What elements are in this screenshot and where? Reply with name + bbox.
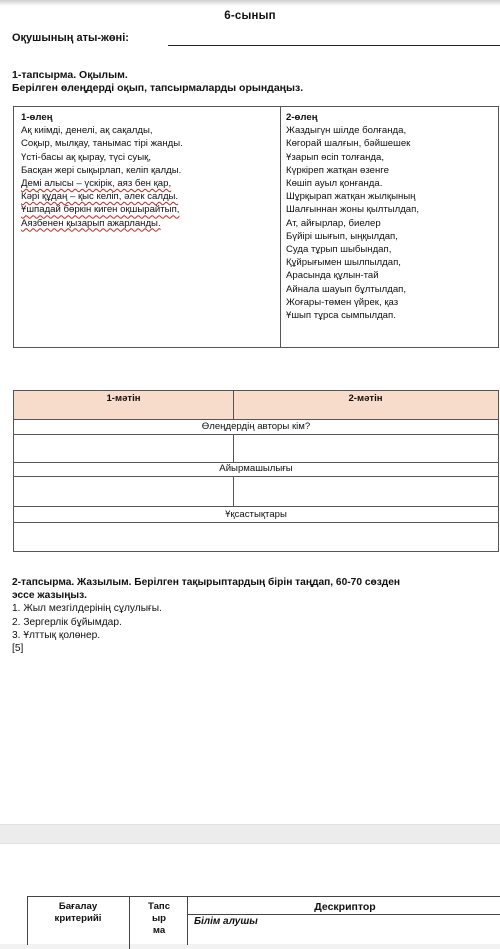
poem-line: Ұшып тұрса сымпылдап. xyxy=(286,310,396,322)
task2-title: 2-тапсырма. Жазылым. Берілген тақырыптардың бірін таңдап, 60-70 сөзден xyxy=(12,577,401,588)
answer-divider xyxy=(233,434,234,462)
poem-line: Ұзарып өсіп толғанда, xyxy=(286,151,385,163)
task-header xyxy=(129,897,188,949)
poem-line: Арасында құлын-тай xyxy=(286,270,379,282)
poem-line-underlined: Демі алысы – үскірік, аяз бен қар, xyxy=(21,178,172,190)
poem-line: Көгорай шалғын, бәйшешек xyxy=(286,138,411,150)
task-header-line: ма xyxy=(152,925,166,936)
poem-line: Соқыр, мылқау, танымас тірі жанды. xyxy=(21,138,183,150)
task1-title: 1-тапсырма. Оқылым. xyxy=(12,69,128,81)
poems-column-divider xyxy=(280,107,281,347)
poem-line: Жаздыгүн шілде болғанда, xyxy=(286,125,407,137)
poem-line: Айнала шауып бұлтылдап, xyxy=(286,283,407,295)
task2-topic: 2. Зергерлік бұйымдар. xyxy=(12,616,122,628)
poem-line: Шұрқырап жатқан жылқының xyxy=(286,191,416,203)
poems-table xyxy=(13,106,499,348)
task2-topic: 1. Жыл мезгілдерінің сұлулығы. xyxy=(12,603,162,615)
poem-line: Басқан жері сықырлап, келіп қалды. xyxy=(21,164,182,176)
header-text-2: 2-мәтін xyxy=(348,393,383,404)
poem-1 xyxy=(21,111,277,230)
poem-line-underlined: Кәрі құдаң – қыс келіп, әлек салды. xyxy=(21,191,179,203)
page-break-band xyxy=(0,824,500,844)
poem-2 xyxy=(286,111,494,322)
comparison-table xyxy=(13,390,499,552)
row-rule xyxy=(14,434,498,435)
task-header-line: ыр xyxy=(151,913,167,924)
header-text-1: 1-мәтін xyxy=(106,393,141,404)
row-similarities: Ұқсастықтары xyxy=(225,509,287,520)
header-divider xyxy=(233,391,234,419)
criteria-header-line: Бағалау xyxy=(58,901,98,912)
answer-divider xyxy=(233,476,234,506)
poem-line: Көшіп ауыл қонғанда. xyxy=(286,178,383,190)
task2-topic: 3. Ұлттық қолөнер. xyxy=(12,629,101,641)
poem-line: Құйрығымен шылпылдап, xyxy=(286,257,401,269)
task1-instruction: Берілген өлеңдерді оқып, тапсырмаларды орындаңыз. xyxy=(12,82,304,94)
row-rule xyxy=(14,476,498,477)
poem-line-underlined: Ұшпадай бөркін киген оқшырайтып, xyxy=(21,204,180,216)
student-name-label: Оқушының аты-жөні: xyxy=(12,32,129,44)
poem-line: Ақ киімді, денелі, ақ сақалды, xyxy=(21,125,153,137)
assessment-table xyxy=(27,896,500,945)
student-name-row xyxy=(12,32,500,52)
poem-line: Шалғыннан жоны қылтылдап, xyxy=(286,204,420,216)
row-rule xyxy=(14,522,498,523)
row-author-question: Өлеңдердің авторы кім? xyxy=(201,421,311,432)
poem-2-title: 2-өлең xyxy=(286,112,318,123)
poem-line: Күркіреп жатқан өзенге xyxy=(286,164,389,176)
student-name-field[interactable] xyxy=(168,45,500,46)
descriptor-title: Дескриптор xyxy=(314,901,376,913)
descriptor-header xyxy=(187,897,500,945)
criteria-header-line: критерийі xyxy=(54,913,102,924)
descriptor-rule xyxy=(188,914,500,915)
comparison-table-header xyxy=(14,391,498,420)
poem-line: Үсті-басы ақ қырау, түсі суық, xyxy=(21,151,151,163)
row-differences: Айырмашылығы xyxy=(219,463,293,474)
grade-heading: 6-сынып xyxy=(224,10,276,22)
poem-line: Суда тұрып шыбындап, xyxy=(286,244,392,256)
task2-section xyxy=(12,576,500,655)
task-header-line: Тапс xyxy=(147,901,171,912)
row-rule xyxy=(14,506,498,507)
cropped-top-edge xyxy=(0,0,500,6)
task2-title-cont: эссе жазыңыз. xyxy=(12,590,87,602)
poem-line: Жоғары-төмен үйрек, қаз xyxy=(286,296,399,308)
poem-line: Бүйірі шығып, ыңқылдап, xyxy=(286,230,398,242)
criteria-header xyxy=(28,897,128,925)
poem-line-underlined: Аязбенен қызарып ажарланды. xyxy=(21,217,161,229)
descriptor-sub: Білім алушы xyxy=(194,916,258,927)
poem-line: Ат, айғырлар, биелер xyxy=(286,217,381,229)
task2-points: [5] xyxy=(12,643,24,655)
poem-1-title: 1-өлең xyxy=(21,112,53,123)
